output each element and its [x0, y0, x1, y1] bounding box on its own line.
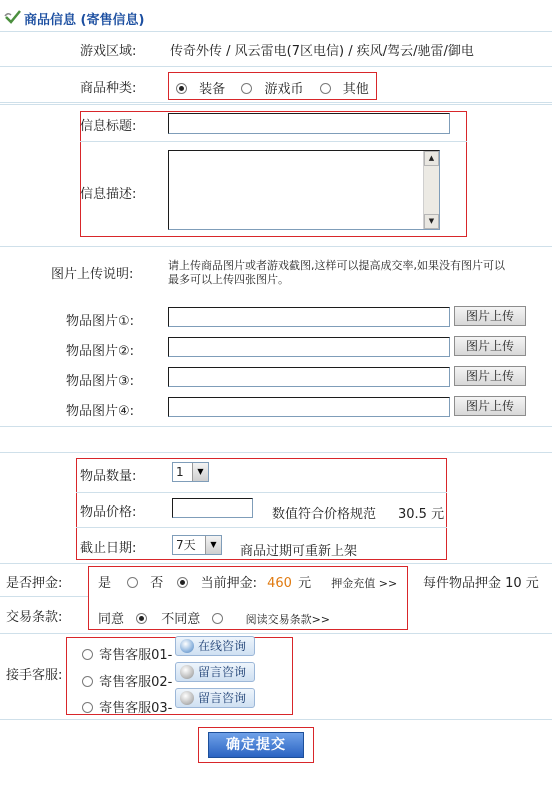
- goods-type-label: 商品种类:: [80, 81, 137, 96]
- deadline-select[interactable]: [172, 535, 222, 555]
- image-2-upload-button[interactable]: 图片上传: [454, 336, 526, 356]
- submit-button[interactable]: 确定提交: [208, 732, 304, 758]
- terms-read-link[interactable]: 阅读交易条款>>: [245, 613, 331, 626]
- info-desc-textarea[interactable]: [168, 150, 440, 230]
- goods-type-equipment-label: 装备: [199, 82, 226, 97]
- deposit-no-label: 否: [150, 576, 164, 591]
- image-4-path-input[interactable]: [168, 397, 450, 417]
- image-1-upload-button[interactable]: 图片上传: [454, 306, 526, 326]
- agent-1-name: 寄售客服01-: [99, 648, 173, 663]
- deposit-recharge-link[interactable]: 押金充值 >>: [331, 577, 398, 590]
- agent-3-message-consult-button[interactable]: [175, 688, 255, 708]
- price-label: 物品价格:: [80, 505, 137, 520]
- image-1-path-input[interactable]: [168, 307, 450, 327]
- image-1-label: 物品图片①:: [66, 314, 135, 329]
- radio-agent-2[interactable]: [82, 676, 93, 687]
- image-3-upload-button[interactable]: 图片上传: [454, 366, 526, 386]
- chevron-down-icon: ▼: [205, 536, 221, 554]
- zone-value: 传奇外传 / 风云雷电(7区电信) / 疾风/驾云/驰雷/御电: [170, 44, 474, 59]
- image-2-path-input[interactable]: [168, 337, 450, 357]
- terms-disagree-label: 不同意: [161, 612, 201, 627]
- image-4-label: 物品图片④:: [66, 404, 135, 419]
- check-icon: [4, 9, 22, 25]
- agent-item-2[interactable]: [82, 671, 172, 690]
- deposit-current-label: 当前押金:: [200, 576, 257, 591]
- price-hint: 数值符合价格规范: [272, 507, 377, 522]
- image-2-label: 物品图片②:: [66, 344, 135, 359]
- radio-terms-agree[interactable]: [136, 613, 147, 624]
- info-desc-label: 信息描述:: [80, 187, 137, 202]
- radio-currency[interactable]: [241, 83, 252, 94]
- deposit-per-item: 每件物品押金 10 元: [423, 576, 539, 591]
- price-amount: 30.5 元: [398, 507, 445, 522]
- scroll-up-arrow[interactable]: ▲: [424, 151, 439, 166]
- terms-agree-label: 同意: [98, 612, 125, 627]
- image-3-path-input[interactable]: [168, 367, 450, 387]
- goods-type-other-label: 其他: [342, 82, 369, 97]
- terms-row: [98, 608, 330, 627]
- agent-1-button-label: 在线咨询: [198, 639, 247, 653]
- radio-deposit-yes[interactable]: [127, 577, 138, 588]
- scroll-down-arrow[interactable]: ▼: [424, 214, 439, 229]
- radio-deposit-no[interactable]: [177, 577, 188, 588]
- upload-label: 图片上传说明:: [51, 267, 134, 282]
- radio-other[interactable]: [320, 83, 331, 94]
- image-4-upload-button[interactable]: 图片上传: [454, 396, 526, 416]
- info-title-input[interactable]: [168, 113, 450, 134]
- chat-bubble-icon: [180, 639, 194, 653]
- radio-agent-3[interactable]: [82, 702, 93, 713]
- deadline-label: 截止日期:: [80, 541, 137, 556]
- deadline-hint: 商品过期可重新上架: [240, 544, 358, 559]
- chevron-down-icon: ▼: [192, 463, 208, 481]
- agent-item-1[interactable]: [82, 644, 172, 663]
- quantity-select[interactable]: [172, 462, 209, 482]
- agent-2-name: 寄售客服02-: [99, 675, 173, 690]
- terms-label: 交易条款:: [6, 610, 63, 625]
- chat-bubble-icon: [180, 665, 194, 679]
- deposit-label: 是否押金:: [6, 576, 63, 591]
- radio-terms-disagree[interactable]: [212, 613, 223, 624]
- info-title-label: 信息标题:: [80, 119, 137, 134]
- agent-3-button-label: 留言咨询: [198, 691, 247, 705]
- agent-2-button-label: 留言咨询: [198, 665, 247, 679]
- agent-1-online-consult-button[interactable]: [175, 636, 255, 656]
- agent-label: 接手客服:: [6, 668, 63, 683]
- deposit-row: [98, 572, 397, 591]
- chat-bubble-icon: [180, 691, 194, 705]
- agent-3-name: 寄售客服03-: [99, 701, 173, 716]
- upload-note-line2: 最多可以上传四张图片。: [168, 273, 289, 286]
- goods-type-radios: [176, 78, 369, 97]
- goods-type-currency-label: 游戏币: [264, 82, 304, 97]
- page-title: 商品信息 (寄售信息): [24, 13, 145, 28]
- deadline-value: 7天: [176, 538, 196, 552]
- agent-item-3[interactable]: [82, 697, 172, 716]
- quantity-value: 1: [176, 465, 184, 479]
- image-3-label: 物品图片③:: [66, 374, 135, 389]
- deposit-current-value: 460: [267, 576, 292, 591]
- radio-agent-1[interactable]: [82, 649, 93, 660]
- quantity-label: 物品数量:: [80, 469, 137, 484]
- deposit-unit: 元: [298, 576, 312, 591]
- deposit-yes-label: 是: [98, 576, 112, 591]
- textarea-scrollbar[interactable]: [423, 151, 439, 229]
- radio-equipment[interactable]: [176, 83, 187, 94]
- upload-note-line1: 请上传商品图片或者游戏截图,这样可以提高成交率,如果没有图片可以: [168, 259, 505, 272]
- price-input[interactable]: [172, 498, 253, 518]
- zone-label: 游戏区域:: [80, 44, 137, 59]
- upload-note: [168, 259, 548, 287]
- agent-2-message-consult-button[interactable]: [175, 662, 255, 682]
